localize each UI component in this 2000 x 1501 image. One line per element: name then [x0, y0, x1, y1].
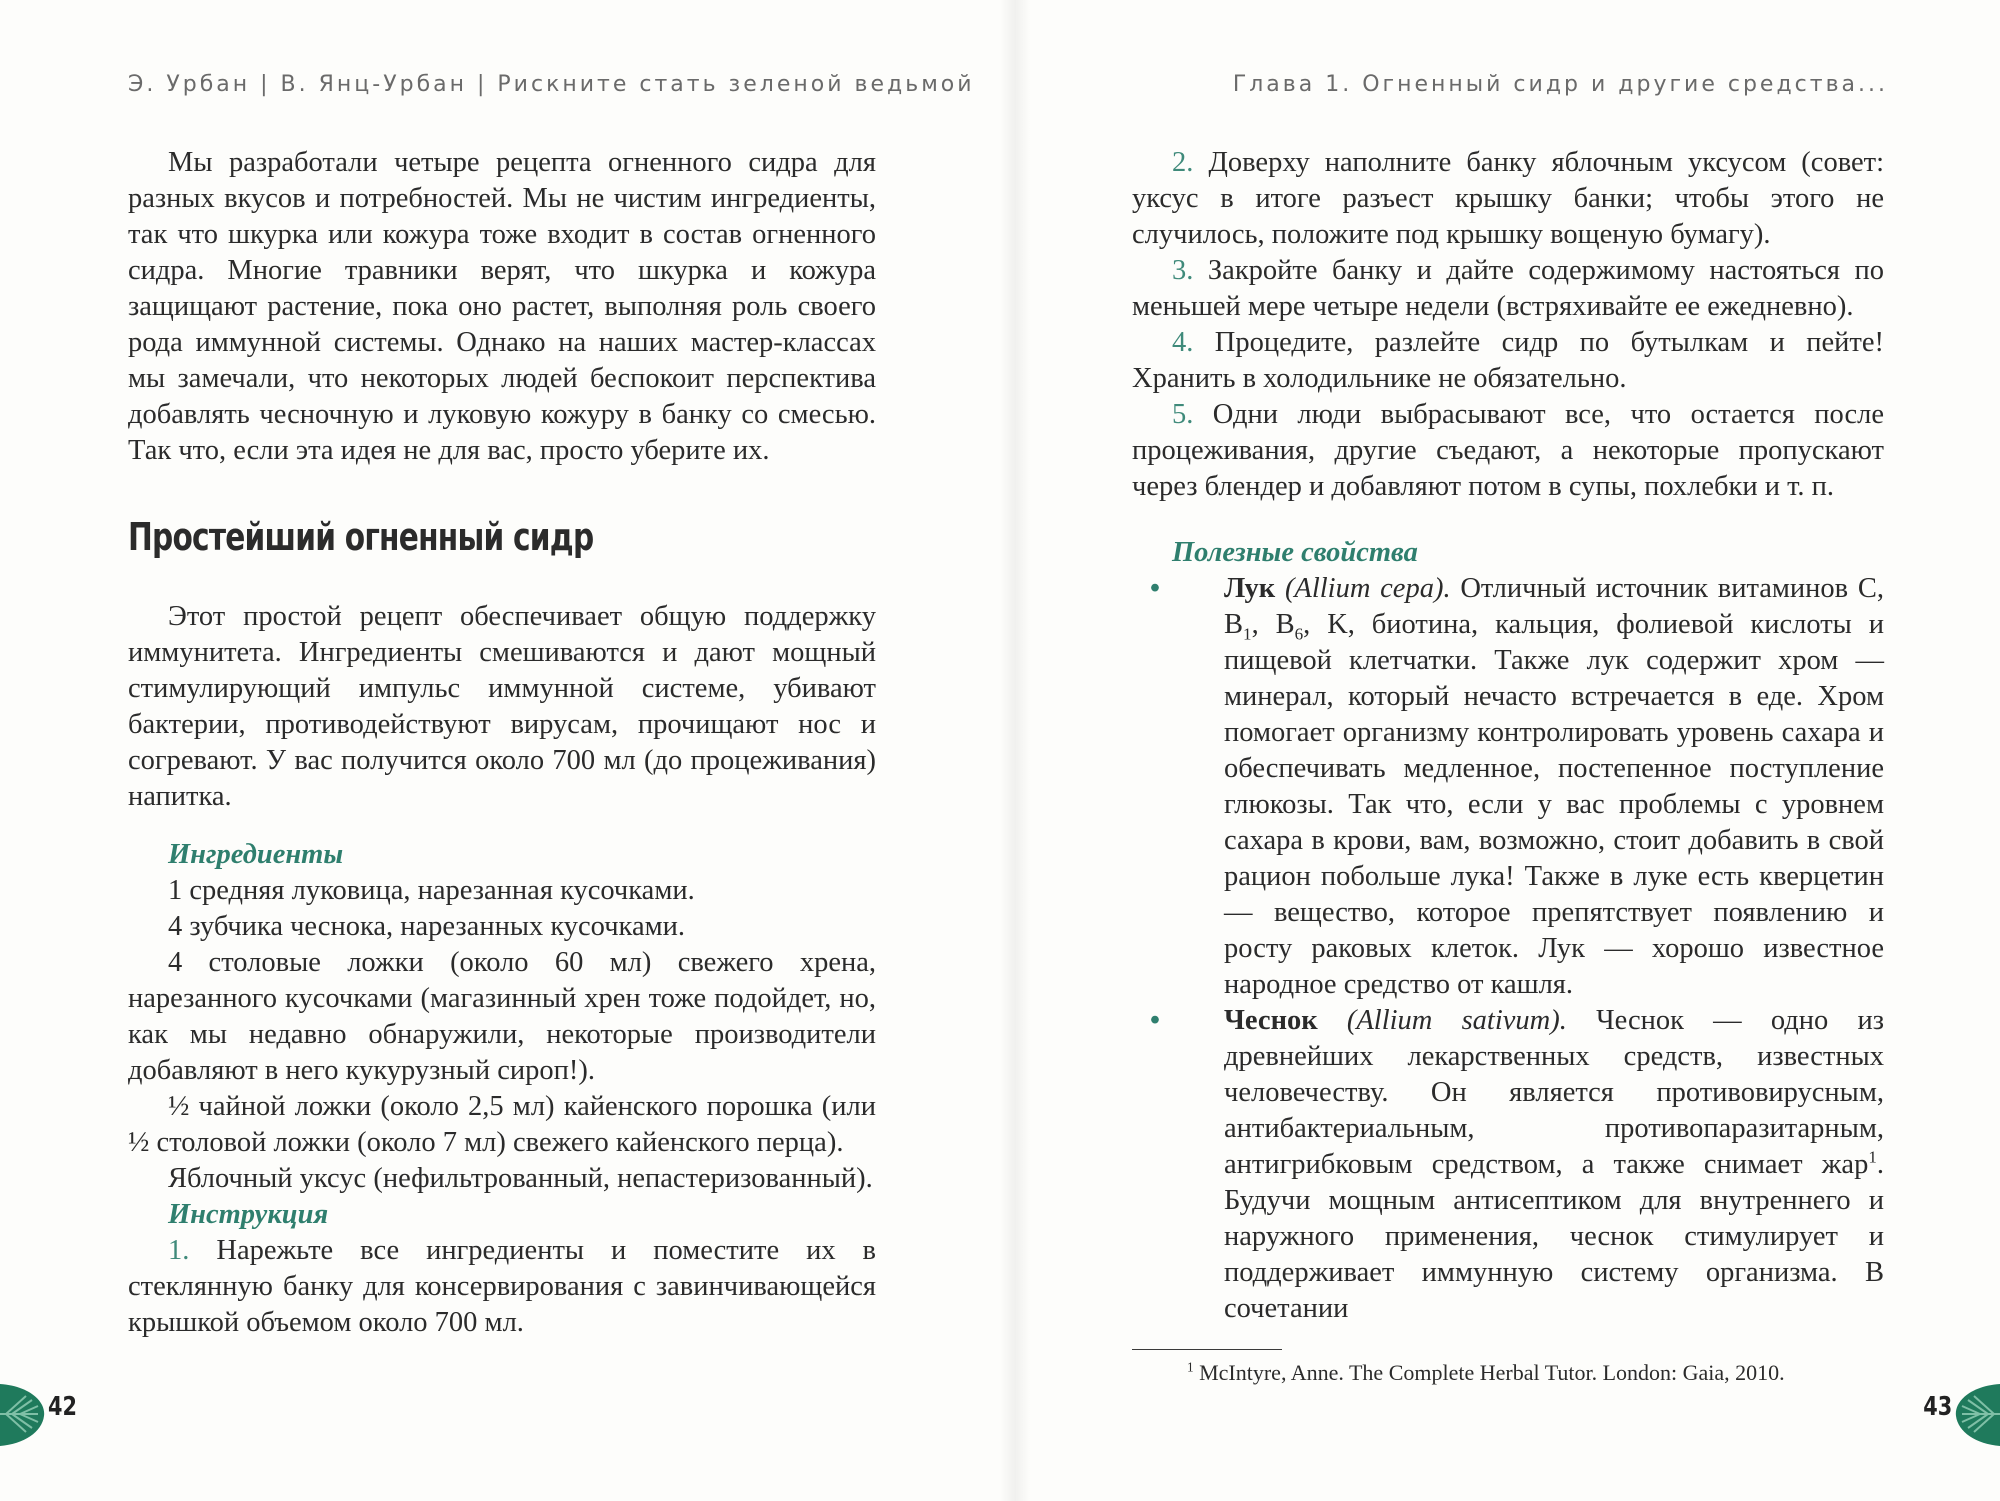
- bullet-icon: •: [1150, 1005, 1160, 1036]
- benefit-item-garlic: [1150, 1003, 1885, 1327]
- footnote-mark: 1: [1187, 1359, 1194, 1375]
- benefits-heading: Полезные свойства: [1172, 537, 1418, 568]
- page-number: 42: [48, 1392, 77, 1422]
- left-running-head: Э. Урбан | В. Янц-Урбан | Рискните стать зеленой ведьмой: [128, 72, 975, 97]
- instruction-step: [1132, 325, 1884, 397]
- left-column: [128, 145, 876, 1341]
- leaf-icon: [1952, 1378, 2000, 1450]
- step-text: Доверху наполните банку яблочным уксусом (совет: уксус в итоге разъест крышку банки; чтобы этого не случилось, положите под крышку вощеную бумагу).: [1132, 147, 1885, 250]
- benefit-latin: (Allium cepa).: [1284, 573, 1451, 604]
- benefit-text: Чеснок — одно из древнейших лекарственных средств, известных человечеству. Он является противовирусным, антибактериальным, противопаразитарным, антигрибковым средством, а также снимает жар: [1224, 1005, 1885, 1180]
- benefit-name: Чеснок: [1224, 1005, 1318, 1036]
- footnote-ref: 1: [1868, 1147, 1877, 1167]
- instructions-heading: Инструкция: [168, 1199, 329, 1230]
- ingredients-heading: Ингредиенты: [168, 839, 344, 870]
- benefit-item-onion: [1150, 571, 1885, 1003]
- instruction-step: [128, 1233, 876, 1341]
- step-number: 1.: [168, 1235, 190, 1266]
- footnote: [1132, 1358, 1884, 1388]
- right-column: [1132, 145, 1884, 1388]
- recipe-title: Простейший огненный сидр: [128, 515, 594, 559]
- recipe-intro: Этот простой рецепт обеспечивает общую поддержку иммунитета. Ингредиенты смешиваются и дают мощный стимулирующий импульс иммунной системе, убивают бактерии, противодействуют вирусам, прочищают нос и согревают. У вас получится около 700 мл (до процеживания) напитка.: [128, 601, 876, 812]
- step-text: Закройте банку и дайте содержимому настояться по меньшей мере четыре недели (встряхивайте ее ежедневно).: [1132, 255, 1885, 322]
- intro-paragraph: Мы разработали четыре рецепта огненного сидра для разных вкусов и потребностей. Мы не чистим ингредиенты, так что шкурка или кожура тоже входит в состав огненного сидра. Многие травники верят, что шкурка и кожура защищают растение, пока оно растет, выполняя роль своего рода иммунной системы. Однако на наших мастер-классах мы замечали, что некоторых людей беспокоит перспектива добавлять чесночную и луковую кожуру в банку со смесью. Так что, если эта идея не для вас, просто уберите их.: [128, 147, 876, 466]
- step-number: 2.: [1172, 147, 1194, 178]
- ingredient-item: 4 столовые ложки (около 60 мл) свежего хрена, нарезанного кусочками (магазинный хрен тоже подойдет, но, как мы недавно обнаружили, некоторые производители добавляют в него кукурузный сироп!).: [128, 947, 876, 1086]
- step-text: Нарежьте все ингредиенты и поместите их в стеклянную банку для консервирования с завинчивающейся крышкой объемом около 700 мл.: [128, 1235, 877, 1338]
- page-number: 43: [1923, 1392, 1952, 1422]
- footnote-rule: [1132, 1349, 1282, 1350]
- ingredient-item: 1 средняя луковица, нарезанная кусочками.: [168, 875, 695, 906]
- benefits-list: [1132, 571, 1884, 1327]
- instruction-step: [1132, 253, 1884, 325]
- instruction-step: [1132, 397, 1884, 505]
- right-running-head: Глава 1. Огненный сидр и другие средства...: [1232, 72, 1888, 97]
- ingredient-item: ½ чайной ложки (около 2,5 мл) кайенского порошка (или ½ столовой ложки (около 7 мл) свежего кайенского перца).: [128, 1091, 876, 1158]
- benefit-text: Отличный источник витаминов C, B: [1224, 573, 1885, 640]
- step-number: 5.: [1172, 399, 1194, 430]
- benefit-latin: (Allium sativum).: [1346, 1005, 1567, 1036]
- step-number: 3.: [1172, 255, 1194, 286]
- instruction-step: [1132, 145, 1884, 253]
- benefit-text: , B: [1251, 609, 1295, 640]
- subscript: 6: [1294, 624, 1304, 644]
- right-page: [1000, 0, 2000, 1501]
- subscript: 1: [1243, 624, 1252, 644]
- step-number: 4.: [1172, 327, 1194, 358]
- ingredient-item: Яблочный уксус (нефильтрованный, непастеризованный).: [168, 1163, 873, 1194]
- benefit-text: . Будучи мощным антисептиком для внутреннего и наружного применения, чеснок стимулирует и поддерживает иммунную систему организма. В сочетании: [1224, 1149, 1884, 1324]
- step-text: Одни люди выбрасывают все, что остается после процеживания, другие съедают, а некоторые пропускают через блендер и добавляют потом в супы, похлебки и т. п.: [1132, 399, 1884, 502]
- leaf-icon: [0, 1378, 48, 1450]
- benefit-text: , K, биотина, кальция, фолиевой кислоты и пищевой клетчатки. Также лук содержит хром — минерал, который нечасто встречается в еде. Хром помогает организму контролировать уровень сахара и обеспечивать медленное, постепенное поступление глюкозы. Так что, если у вас проблемы с уровнем сахара в крови, вам, возможно, стоит добавить в свой рацион побольше лука! Также в луке есть кверцетин — вещество, которое препятствует появлению и росту раковых клеток. Лук — хорошо известное народное средство от кашля.: [1224, 609, 1884, 1000]
- bullet-icon: •: [1150, 573, 1160, 604]
- ingredient-item: 4 зубчика чеснока, нарезанных кусочками.: [168, 911, 686, 942]
- step-text: Процедите, разлейте сидр по бутылкам и пейте! Хранить в холодильнике не обязательно.: [1132, 327, 1884, 394]
- footnote-text: McIntyre, Anne. The Complete Herbal Tutor. London: Gaia, 2010.: [1199, 1360, 1785, 1385]
- benefit-name: Лук: [1224, 573, 1276, 604]
